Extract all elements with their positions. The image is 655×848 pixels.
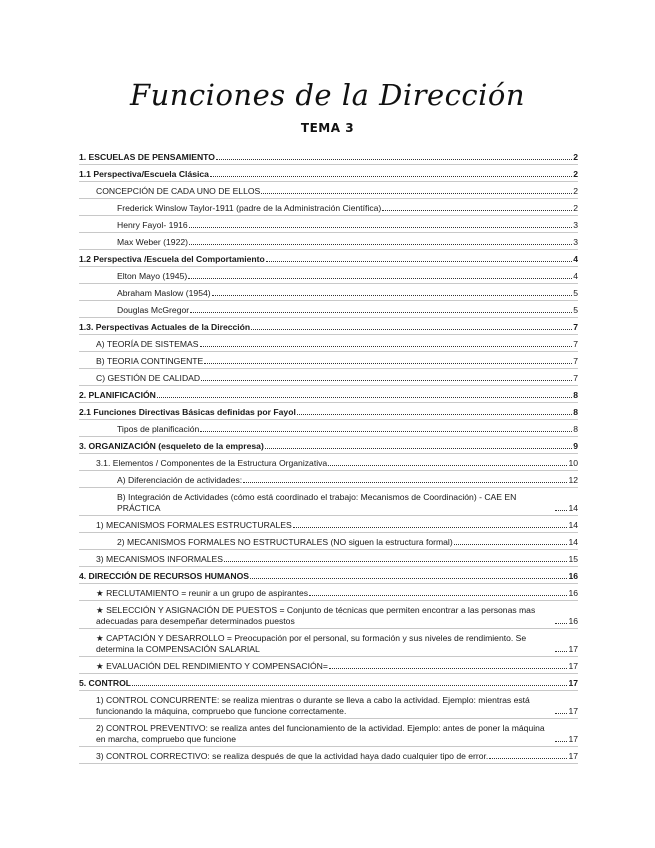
toc-leader [157,397,572,398]
toc-page-number: 16 [568,571,578,581]
toc-page-number: 3 [573,237,578,247]
toc-leader [251,329,572,330]
toc-page-number: 10 [568,458,578,468]
toc-leader [243,482,567,483]
toc-leader [216,159,572,160]
toc-leader [204,363,572,364]
toc-leader [555,713,567,714]
toc-entry-text: ★ RECLUTAMIENTO = reunir a un grupo de aspirantes [96,588,309,598]
toc-entry[interactable] [79,588,578,601]
toc-entry[interactable] [79,288,578,301]
toc-leader [188,278,572,279]
toc-entry-text: 2) MECANISMOS FORMALES NO ESTRUCTURALES (NO siguen la estructura formal) [117,537,453,547]
toc-entry[interactable] [79,152,578,165]
toc-entry-text: 2. PLANIFICACIÓN [79,390,156,400]
toc-entry[interactable] [79,407,578,420]
toc-page-number: 14 [568,503,578,513]
toc-entry[interactable] [79,571,578,584]
toc-entry-text: B) Integración de Actividades (cómo está coordinado el trabajo: Mecanismos de Coordinación) - CAE EN PRÁCTICA [117,492,517,513]
table-of-contents [79,152,578,768]
toc-entry[interactable] [79,751,578,764]
toc-entry-text: CONCEPCIÓN DE CADA UNO DE ELLOS [96,186,261,196]
toc-entry-text: Abraham Maslow (1954) [117,288,211,298]
toc-entry-text: 1.2 Perspectiva /Escuela del Comportamiento [79,254,265,264]
toc-page-number: 16 [568,616,578,626]
toc-entry[interactable] [79,661,578,674]
toc-entry[interactable] [79,492,578,516]
toc-leader [382,210,572,211]
toc-entry-text: 3. ORGANIZACIÓN (esqueleto de la empresa) [79,441,264,451]
toc-page-number: 17 [568,644,578,654]
toc-leader [212,295,573,296]
toc-entry[interactable] [79,203,578,216]
toc-entry[interactable] [79,424,578,437]
toc-entry[interactable] [79,633,578,657]
toc-entry-text: ★ CAPTACIÓN Y DESARROLLO = Preocupación por el personal, su formación y sus niveles de rendimiento. Se determina la COMPENSACIÓN SALARIAL [96,633,527,654]
toc-leader [250,578,567,579]
toc-entry-text: 3.1. Elementos / Componentes de la Estructura Organizativa [96,458,328,468]
toc-page-number: 2 [573,186,578,196]
toc-leader [265,448,572,449]
toc-entry[interactable] [79,254,578,267]
toc-leader [190,312,572,313]
toc-entry[interactable] [79,520,578,533]
toc-entry-text: 2.1 Funciones Directivas Básicas definidas por Fayol [79,407,296,417]
toc-entry[interactable] [79,723,578,747]
toc-entry-text: 3) MECANISMOS INFORMALES [96,554,224,564]
toc-entry[interactable] [79,475,578,488]
toc-entry[interactable] [79,458,578,471]
toc-page-number: 17 [568,751,578,761]
toc-entry[interactable] [79,271,578,284]
toc-page-number: 2 [573,169,578,179]
toc-entry-text: A) Diferenciación de actividades: [117,475,243,485]
toc-leader [200,346,573,347]
toc-page-number: 7 [573,322,578,332]
toc-leader [489,758,567,759]
toc-leader [555,651,567,652]
toc-entry[interactable] [79,441,578,454]
toc-entry-text: ★ EVALUACIÓN DEL RENDIMIENTO Y COMPENSACIÓN= [96,661,328,671]
toc-page-number: 5 [573,305,578,315]
toc-leader [189,244,572,245]
toc-leader [555,741,567,742]
toc-page-number: 2 [573,203,578,213]
toc-entry-text: 1. ESCUELAS DE PENSAMIENTO [79,152,215,162]
toc-entry[interactable] [79,339,578,352]
toc-leader [555,510,567,511]
toc-entry-text: 1) CONTROL CONCURRENTE: se realiza mientras o durante se lleva a cabo la actividad. Ejemplo: mientras está funcionando la máquina, compruebo que funcione correctamente. [96,695,530,716]
toc-entry-text: Tipos de planificación [117,424,200,434]
toc-page-number: 9 [573,441,578,451]
toc-entry-text: 5. CONTROL [79,678,132,688]
toc-entry[interactable] [79,237,578,250]
document-title: Funciones de la Dirección [129,78,526,112]
toc-page-number: 8 [573,390,578,400]
toc-page-number: 7 [573,356,578,366]
toc-leader [224,561,567,562]
toc-entry[interactable] [79,537,578,550]
toc-leader [454,544,568,545]
toc-entry-text: Henry Fayol- 1916 [117,220,188,230]
toc-entry[interactable] [79,220,578,233]
toc-entry[interactable] [79,186,578,199]
toc-page-number: 7 [573,339,578,349]
toc-leader [200,431,572,432]
toc-entry[interactable] [79,695,578,719]
toc-entry[interactable] [79,554,578,567]
toc-entry-text: Frederick Winslow Taylor-1911 (padre de la Administración Científica) [117,203,382,213]
toc-leader [328,465,567,466]
toc-page-number: 5 [573,288,578,298]
toc-entry[interactable] [79,169,578,182]
toc-entry-text: Max Weber (1922) [117,237,189,247]
toc-leader [555,623,567,624]
toc-leader [293,527,568,528]
toc-leader [297,414,572,415]
toc-entry-text: Elton Mayo (1945) [117,271,188,281]
toc-entry-text: 1) MECANISMOS FORMALES ESTRUCTURALES [96,520,292,530]
toc-page-number: 14 [568,537,578,547]
toc-page-number: 4 [573,254,578,264]
toc-entry-text: ★ SELECCIÓN Y ASIGNACIÓN DE PUESTOS = Conjunto de técnicas que permiten encontrar a las personas mas adecuadas para desempeñar determinados puestos [96,605,536,626]
toc-page-number: 4 [573,271,578,281]
toc-page-number: 17 [568,706,578,716]
toc-entry[interactable] [79,373,578,386]
toc-leader [201,380,572,381]
toc-page-number: 12 [568,475,578,485]
toc-entry-text: 4. DIRECCIÓN DE RECURSOS HUMANOS [79,571,249,581]
toc-leader [266,261,572,262]
toc-leader [132,685,567,686]
toc-entry[interactable] [79,356,578,369]
toc-entry[interactable] [79,678,578,691]
toc-page-number: 8 [573,407,578,417]
document-subtitle: TEMA 3 [300,121,355,135]
toc-entry[interactable] [79,305,578,318]
toc-entry-text: 1.1 Perspectiva/Escuela Clásica [79,169,209,179]
toc-page-number: 17 [568,661,578,671]
toc-page-number: 16 [568,588,578,598]
toc-page-number: 17 [568,678,578,688]
toc-page-number: 17 [568,734,578,744]
toc-leader [210,176,572,177]
toc-entry[interactable] [79,322,578,335]
toc-entry-text: B) TEORIA CONTINGENTE [96,356,204,366]
toc-leader [261,193,572,194]
toc-page-number: 3 [573,220,578,230]
toc-leader [329,668,568,669]
toc-entry-text: 2) CONTROL PREVENTIVO: se realiza antes del funcionamiento de la actividad. Ejemplo: antes de poner la máquina en marcha, compruebo que funcione [96,723,545,744]
toc-page-number: 14 [568,520,578,530]
toc-page-number: 2 [573,152,578,162]
toc-entry-text: Douglas McGregor [117,305,190,315]
toc-entry[interactable] [79,390,578,403]
toc-page-number: 15 [568,554,578,564]
toc-entry[interactable] [79,605,578,629]
toc-leader [309,595,567,596]
toc-page-number: 7 [573,373,578,383]
toc-entry-text: 1.3. Perspectivas Actuales de la Dirección [79,322,251,332]
toc-page-number: 8 [573,424,578,434]
toc-entry-text: C) GESTIÓN DE CALIDAD [96,373,201,383]
toc-entry-text: 3) CONTROL CORRECTIVO: se realiza después de que la actividad haya dado cualquier tipo de error. [96,751,489,761]
toc-leader [189,227,573,228]
toc-entry-text: A) TEORÍA DE SISTEMAS [96,339,199,349]
